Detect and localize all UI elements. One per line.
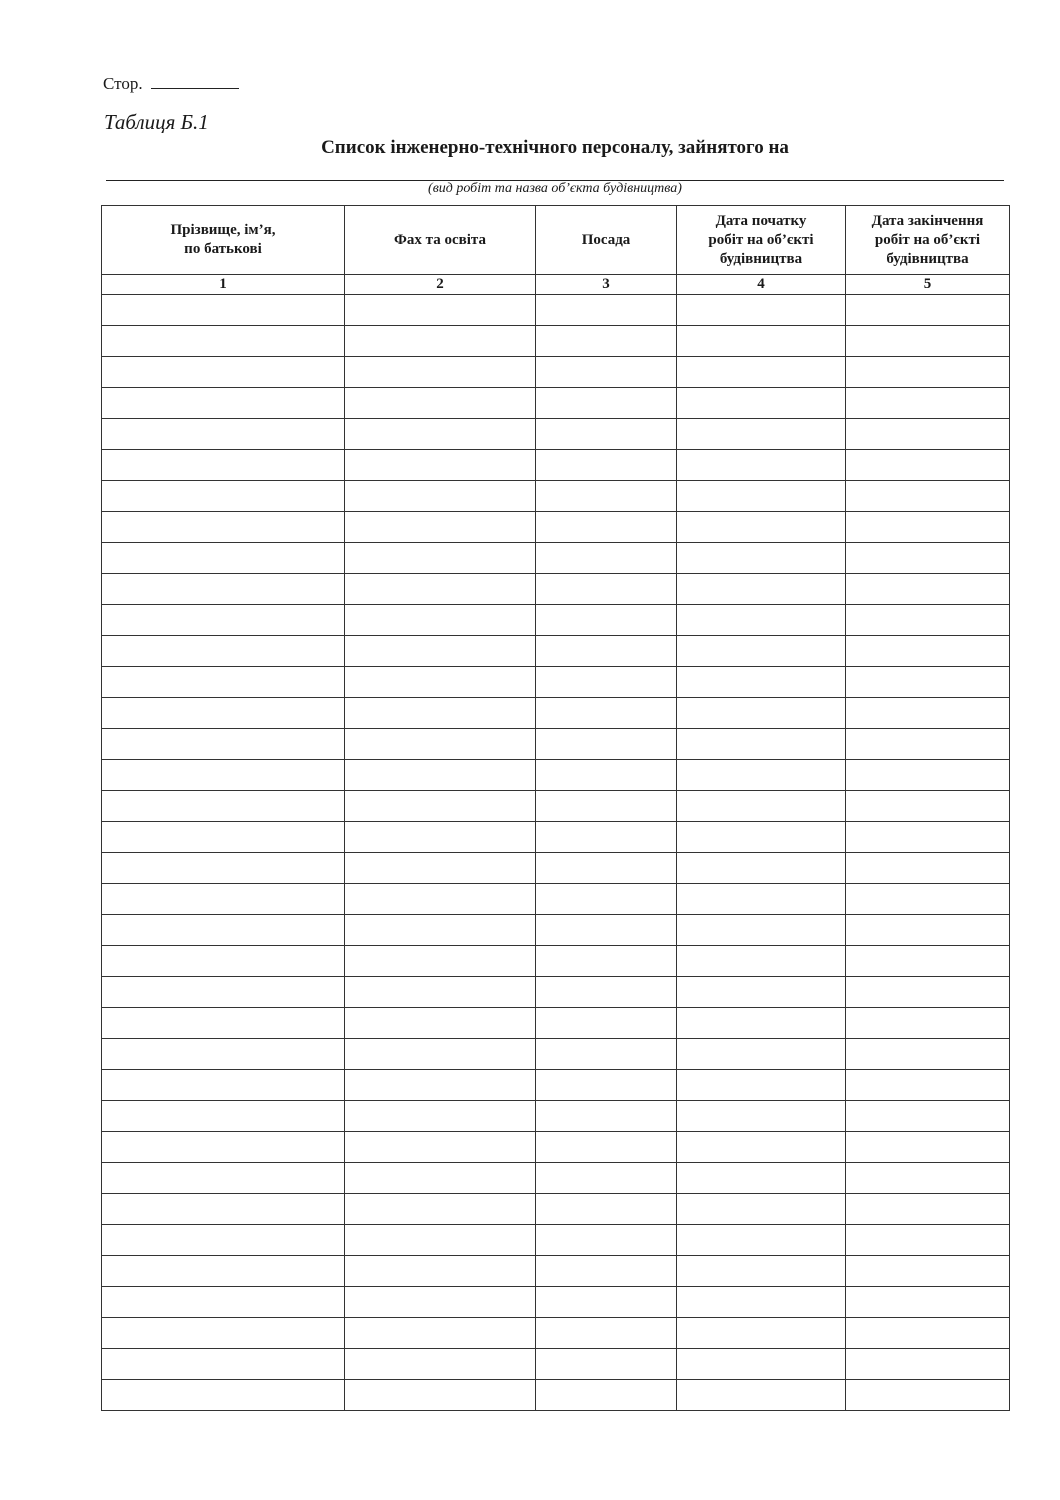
table-cell[interactable] [846, 791, 1010, 822]
table-row [102, 543, 1010, 574]
table-cell[interactable] [677, 419, 846, 450]
column-header-full-name: Прізвище, ім’я, по батькові [102, 206, 345, 275]
table-cell[interactable] [536, 729, 677, 760]
column-number-row [102, 275, 1010, 295]
table-row [102, 388, 1010, 419]
table-cell[interactable] [677, 450, 846, 481]
table-cell[interactable] [536, 419, 677, 450]
table-cell[interactable] [846, 1008, 1010, 1039]
table-cell[interactable] [846, 884, 1010, 915]
table-cell[interactable] [345, 1070, 536, 1101]
table-cell[interactable] [345, 636, 536, 667]
table-cell[interactable] [677, 1039, 846, 1070]
page-label: Стор. [103, 74, 143, 93]
table-row [102, 574, 1010, 605]
table-cell[interactable] [536, 1225, 677, 1256]
table-cell[interactable] [536, 326, 677, 357]
table-cell[interactable] [536, 791, 677, 822]
table-cell[interactable] [345, 977, 536, 1008]
table-number: Таблиця Б.1 [104, 110, 209, 134]
table-row [102, 884, 1010, 915]
table-row [102, 419, 1010, 450]
table-row [102, 791, 1010, 822]
table-cell[interactable] [536, 1101, 677, 1132]
table-cell[interactable] [536, 512, 677, 543]
table-cell[interactable] [846, 1163, 1010, 1194]
table-cell[interactable] [102, 822, 345, 853]
table-row [102, 1287, 1010, 1318]
table-cell[interactable] [846, 512, 1010, 543]
table-cell[interactable] [677, 1008, 846, 1039]
table-cell[interactable] [536, 1287, 677, 1318]
column-header-position: Посада [536, 206, 677, 275]
table-cell[interactable] [102, 1132, 345, 1163]
table-cell[interactable] [102, 1039, 345, 1070]
table-cell[interactable] [102, 419, 345, 450]
table-cell[interactable] [345, 729, 536, 760]
table-cell[interactable] [102, 760, 345, 791]
table-cell[interactable] [677, 1256, 846, 1287]
table-cell[interactable] [345, 1225, 536, 1256]
table-cell[interactable] [536, 1039, 677, 1070]
column-header-end-date: Дата закінчення робіт на об’єкті будівництва [846, 206, 1010, 275]
table-cell[interactable] [677, 1132, 846, 1163]
table-row [102, 1225, 1010, 1256]
table-cell[interactable] [102, 1225, 345, 1256]
table-cell[interactable] [102, 357, 345, 388]
table-cell[interactable] [677, 605, 846, 636]
table-cell[interactable] [345, 884, 536, 915]
table-cell[interactable] [102, 605, 345, 636]
table-header-row [102, 206, 1010, 275]
table-cell[interactable] [345, 419, 536, 450]
table-cell[interactable] [677, 667, 846, 698]
table-cell[interactable] [677, 1287, 846, 1318]
table-cell[interactable] [345, 1318, 536, 1349]
table-cell[interactable] [536, 977, 677, 1008]
table-cell[interactable] [345, 1287, 536, 1318]
column-number: 5 [846, 275, 1010, 295]
table-cell[interactable] [677, 574, 846, 605]
table-cell[interactable] [345, 512, 536, 543]
table-cell[interactable] [102, 729, 345, 760]
table-cell[interactable] [536, 636, 677, 667]
table-row [102, 698, 1010, 729]
table-cell[interactable] [102, 946, 345, 977]
table-cell[interactable] [846, 1380, 1010, 1411]
table-cell[interactable] [536, 853, 677, 884]
table-cell[interactable] [345, 698, 536, 729]
table-cell[interactable] [102, 791, 345, 822]
table-row [102, 512, 1010, 543]
table-cell[interactable] [846, 1225, 1010, 1256]
table-cell[interactable] [536, 1194, 677, 1225]
table-cell[interactable] [102, 543, 345, 574]
table-cell[interactable] [345, 946, 536, 977]
table-row [102, 481, 1010, 512]
table-cell[interactable] [846, 946, 1010, 977]
table-cell[interactable] [345, 450, 536, 481]
table-row [102, 1349, 1010, 1380]
table-cell[interactable] [345, 1132, 536, 1163]
table-cell[interactable] [536, 357, 677, 388]
document-title: Список інженерно-технічного персоналу, зайнятого на [321, 137, 789, 158]
table-cell[interactable] [102, 698, 345, 729]
column-number: 4 [677, 275, 846, 295]
table-row [102, 326, 1010, 357]
personnel-table [101, 205, 1010, 1411]
table-cell[interactable] [345, 791, 536, 822]
table-cell[interactable] [345, 481, 536, 512]
table-cell[interactable] [102, 1287, 345, 1318]
table-cell[interactable] [677, 853, 846, 884]
table-cell[interactable] [536, 481, 677, 512]
table-cell[interactable] [345, 543, 536, 574]
table-row [102, 1132, 1010, 1163]
table-cell[interactable] [345, 1039, 536, 1070]
table-row [102, 1380, 1010, 1411]
table-cell[interactable] [536, 946, 677, 977]
table-cell[interactable] [846, 1070, 1010, 1101]
table-cell[interactable] [536, 915, 677, 946]
table-row [102, 1008, 1010, 1039]
table-cell[interactable] [846, 357, 1010, 388]
table-cell[interactable] [677, 946, 846, 977]
table-cell[interactable] [677, 698, 846, 729]
table-cell[interactable] [345, 1349, 536, 1380]
table-cell[interactable] [846, 636, 1010, 667]
table-cell[interactable] [846, 543, 1010, 574]
table-cell[interactable] [846, 698, 1010, 729]
table-cell[interactable] [536, 1070, 677, 1101]
table-cell[interactable] [102, 1008, 345, 1039]
table-cell[interactable] [846, 1101, 1010, 1132]
table-cell[interactable] [102, 915, 345, 946]
table-cell[interactable] [345, 357, 536, 388]
page-number-blank[interactable] [151, 74, 239, 89]
table-cell[interactable] [102, 1194, 345, 1225]
table-cell[interactable] [345, 760, 536, 791]
table-cell[interactable] [536, 1163, 677, 1194]
table-cell[interactable] [677, 1349, 846, 1380]
table-cell[interactable] [677, 388, 846, 419]
table-cell[interactable] [345, 915, 536, 946]
table-cell[interactable] [536, 605, 677, 636]
table-cell[interactable] [536, 1256, 677, 1287]
column-number: 2 [345, 275, 536, 295]
table-cell[interactable] [846, 1039, 1010, 1070]
table-cell[interactable] [846, 1318, 1010, 1349]
table-row [102, 1163, 1010, 1194]
table-row [102, 357, 1010, 388]
table-cell[interactable] [345, 1194, 536, 1225]
table-cell[interactable] [536, 760, 677, 791]
table-cell[interactable] [677, 1070, 846, 1101]
table-cell[interactable] [102, 574, 345, 605]
table-cell[interactable] [345, 853, 536, 884]
table-cell[interactable] [846, 729, 1010, 760]
table-cell[interactable] [846, 915, 1010, 946]
table-cell[interactable] [677, 1101, 846, 1132]
table-cell[interactable] [677, 512, 846, 543]
table-cell[interactable] [102, 450, 345, 481]
table-cell[interactable] [102, 326, 345, 357]
table-cell[interactable] [536, 822, 677, 853]
table-cell[interactable] [846, 326, 1010, 357]
page-number-field [103, 74, 239, 94]
table-cell[interactable] [677, 295, 846, 326]
table-cell[interactable] [102, 512, 345, 543]
table-cell[interactable] [536, 543, 677, 574]
table-cell[interactable] [846, 574, 1010, 605]
table-body [102, 295, 1010, 1411]
table-row [102, 977, 1010, 1008]
table-cell[interactable] [536, 698, 677, 729]
table-cell[interactable] [102, 636, 345, 667]
table-cell[interactable] [345, 1256, 536, 1287]
table-cell[interactable] [677, 543, 846, 574]
table-cell[interactable] [846, 1287, 1010, 1318]
table-cell[interactable] [677, 791, 846, 822]
table-cell[interactable] [846, 853, 1010, 884]
table-cell[interactable] [846, 1256, 1010, 1287]
table-cell[interactable] [102, 853, 345, 884]
table-cell[interactable] [677, 915, 846, 946]
column-number: 3 [536, 275, 677, 295]
table-cell[interactable] [345, 605, 536, 636]
table-cell[interactable] [536, 388, 677, 419]
table-cell[interactable] [102, 1163, 345, 1194]
table-cell[interactable] [102, 1380, 345, 1411]
table-cell[interactable] [677, 636, 846, 667]
table-row [102, 1256, 1010, 1287]
table-cell[interactable] [345, 822, 536, 853]
column-number: 1 [102, 275, 345, 295]
table-row [102, 605, 1010, 636]
table-cell[interactable] [102, 1349, 345, 1380]
table-cell[interactable] [677, 481, 846, 512]
table-cell[interactable] [102, 1101, 345, 1132]
table-row [102, 1039, 1010, 1070]
table-cell[interactable] [345, 1101, 536, 1132]
table-cell[interactable] [846, 450, 1010, 481]
table-row [102, 853, 1010, 884]
table-cell[interactable] [102, 1256, 345, 1287]
table-cell[interactable] [846, 1349, 1010, 1380]
table-cell[interactable] [846, 977, 1010, 1008]
table-cell[interactable] [345, 326, 536, 357]
table-row [102, 915, 1010, 946]
table-cell[interactable] [102, 295, 345, 326]
table-row [102, 822, 1010, 853]
table-cell[interactable] [345, 574, 536, 605]
table-cell[interactable] [536, 667, 677, 698]
column-header-start-date: Дата початку робіт на об’єкті будівництва [677, 206, 846, 275]
table-cell[interactable] [102, 977, 345, 1008]
table-cell[interactable] [846, 822, 1010, 853]
table-cell[interactable] [677, 326, 846, 357]
table-cell[interactable] [677, 1380, 846, 1411]
table-cell[interactable] [846, 760, 1010, 791]
table-cell[interactable] [345, 388, 536, 419]
table-cell[interactable] [677, 1194, 846, 1225]
table-cell[interactable] [846, 295, 1010, 326]
table-cell[interactable] [345, 667, 536, 698]
table-cell[interactable] [846, 605, 1010, 636]
table-cell[interactable] [345, 1008, 536, 1039]
table-cell[interactable] [102, 388, 345, 419]
table-cell[interactable] [536, 1380, 677, 1411]
table-row [102, 729, 1010, 760]
table-cell[interactable] [536, 450, 677, 481]
table-row [102, 1318, 1010, 1349]
table-cell[interactable] [846, 419, 1010, 450]
table-row [102, 1194, 1010, 1225]
table-cell[interactable] [677, 357, 846, 388]
table-cell[interactable] [677, 729, 846, 760]
table-cell[interactable] [102, 481, 345, 512]
table-row [102, 760, 1010, 791]
table-cell[interactable] [846, 481, 1010, 512]
table-cell[interactable] [677, 1318, 846, 1349]
table-cell[interactable] [677, 822, 846, 853]
table-cell[interactable] [536, 574, 677, 605]
table-cell[interactable] [846, 1194, 1010, 1225]
work-type-caption: (вид робіт та назва об’єкта будівництва) [428, 181, 682, 196]
table-row [102, 450, 1010, 481]
table-cell[interactable] [677, 977, 846, 1008]
table-cell[interactable] [677, 760, 846, 791]
table-cell[interactable] [677, 1163, 846, 1194]
table-cell[interactable] [102, 1070, 345, 1101]
table-row [102, 946, 1010, 977]
table-cell[interactable] [536, 1349, 677, 1380]
table-row [102, 667, 1010, 698]
table-row [102, 1070, 1010, 1101]
table-cell[interactable] [536, 1318, 677, 1349]
table-cell[interactable] [677, 1225, 846, 1256]
table-cell[interactable] [677, 884, 846, 915]
table-cell[interactable] [345, 295, 536, 326]
table-cell[interactable] [846, 667, 1010, 698]
table-cell[interactable] [846, 388, 1010, 419]
table-cell[interactable] [345, 1163, 536, 1194]
table-row [102, 636, 1010, 667]
table-row [102, 1101, 1010, 1132]
table-cell[interactable] [536, 884, 677, 915]
table-row [102, 295, 1010, 326]
table-cell[interactable] [102, 667, 345, 698]
table-cell[interactable] [102, 884, 345, 915]
table-cell[interactable] [345, 1380, 536, 1411]
table-cell[interactable] [536, 295, 677, 326]
table-cell[interactable] [846, 1132, 1010, 1163]
column-header-specialty: Фах та освіта [345, 206, 536, 275]
table-cell[interactable] [536, 1132, 677, 1163]
table-cell[interactable] [536, 1008, 677, 1039]
table-cell[interactable] [102, 1318, 345, 1349]
